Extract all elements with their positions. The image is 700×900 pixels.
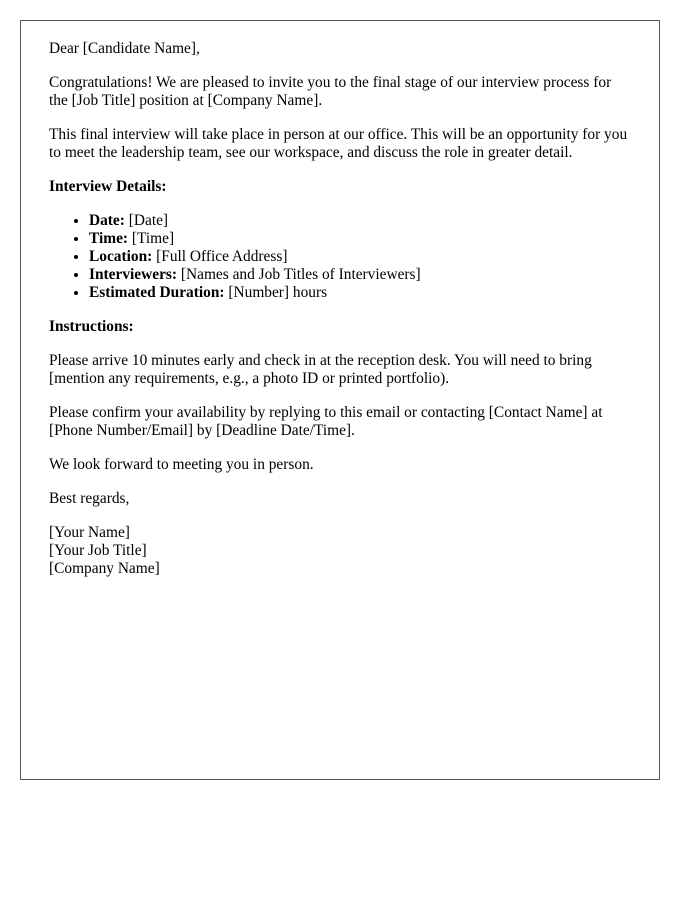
detail-label: Interviewers:	[89, 266, 178, 283]
detail-duration	[89, 284, 631, 302]
signature-block	[49, 524, 631, 578]
letter-page	[20, 20, 660, 780]
look-forward-paragraph: We look forward to meeting you in person.	[49, 456, 314, 473]
detail-label: Estimated Duration:	[89, 284, 225, 301]
arrival-paragraph: Please arrive 10 minutes early and check in at the reception desk. You will need to bring [mention any requirements, e.g., a photo ID or printed portfolio).	[49, 352, 592, 387]
detail-value: [Number] hours	[224, 284, 328, 301]
confirm-paragraph: Please confirm your availability by replying to this email or contacting [Contact Name] at [Phone Number/Email] by [Deadline Date/Time].	[49, 404, 603, 439]
detail-label: Location:	[89, 248, 153, 265]
detail-time	[89, 230, 631, 248]
detail-location	[89, 248, 631, 266]
interview-details-list	[49, 212, 631, 302]
signature-job-title: [Your Job Title]	[49, 542, 147, 559]
instructions-heading: Instructions:	[49, 318, 134, 335]
closing: Best regards,	[49, 490, 130, 507]
detail-label: Time:	[89, 230, 129, 247]
detail-value: [Full Office Address]	[152, 248, 288, 265]
detail-value: [Names and Job Titles of Interviewers]	[177, 266, 421, 283]
detail-value: [Date]	[124, 212, 169, 229]
signature-company: [Company Name]	[49, 560, 160, 577]
detail-label: Date:	[89, 212, 125, 229]
interview-details-heading: Interview Details:	[49, 178, 167, 195]
detail-interviewers	[89, 266, 631, 284]
detail-value: [Time]	[128, 230, 175, 247]
greeting: Dear [Candidate Name],	[49, 40, 200, 57]
detail-date	[89, 212, 631, 230]
in-person-paragraph: This final interview will take place in person at our office. This will be an opportunity for you to meet the leadership team, see our workspace, and discuss the role in greater detail.	[49, 126, 628, 161]
signature-name: [Your Name]	[49, 524, 130, 541]
intro-paragraph: Congratulations! We are pleased to invite you to the final stage of our interview process for the [Job Title] position at [Company Name].	[49, 74, 612, 109]
